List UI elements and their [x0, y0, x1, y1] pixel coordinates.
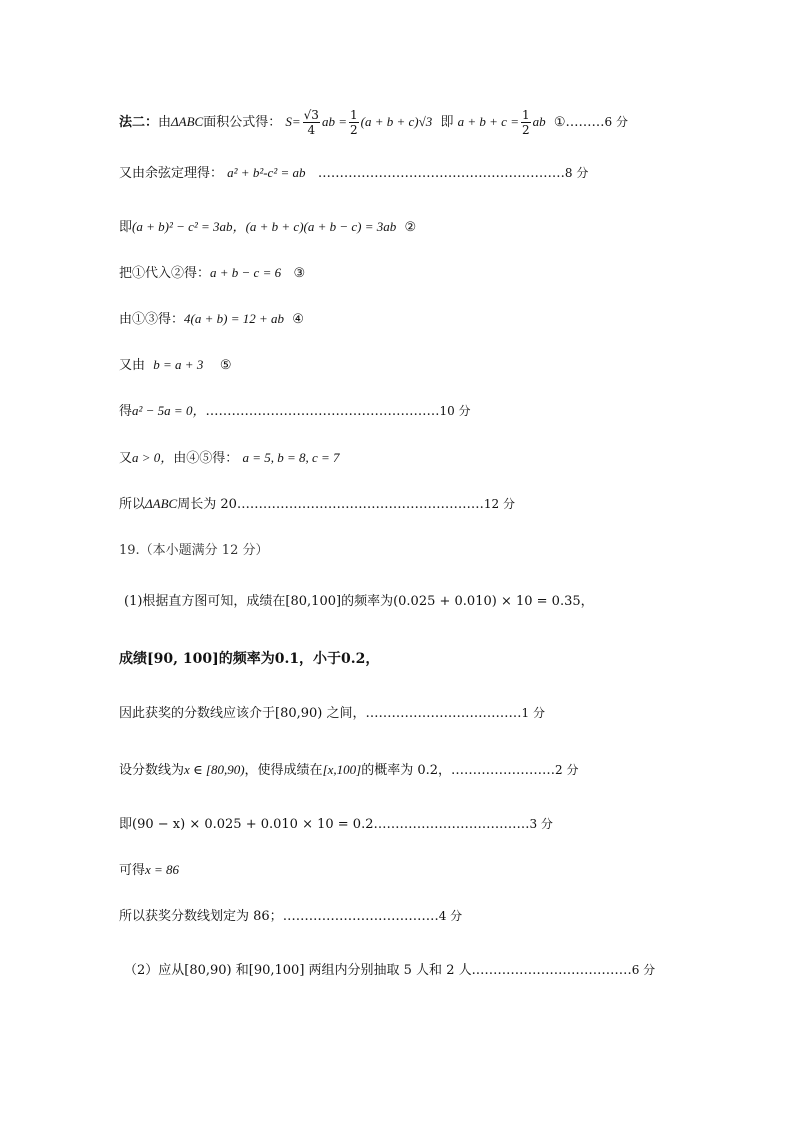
line-combine	[119, 309, 304, 330]
score: 2 分	[555, 763, 579, 777]
line-expand	[119, 217, 416, 238]
text: ，	[580, 594, 594, 609]
text: 周长为 20	[177, 497, 237, 512]
formula: a² + b²-c² = ab	[227, 165, 306, 180]
line-result	[119, 860, 179, 881]
formula-perimeter: a + b + c =	[457, 114, 519, 129]
formula: (a + b + c)(a + b − c) = 3ab	[245, 219, 397, 234]
circled-number: ④	[292, 312, 304, 327]
line-set-threshold	[119, 760, 578, 781]
formula: 4(a + b) = 12 + ab	[184, 311, 284, 326]
text: 由④⑤得：	[173, 451, 239, 466]
text: 19.（本小题满分 12 分）	[119, 543, 269, 558]
text: 因此获奖的分数线应该介于[80,90) 之间，	[119, 706, 366, 721]
line-perimeter	[119, 494, 515, 515]
fraction-half: $\frac{1}{2}$	[349, 108, 358, 137]
score: 3 分	[529, 817, 553, 831]
text: 所以获奖分数线划定为 86；	[119, 909, 283, 924]
formula: b = a + 3	[153, 357, 204, 372]
text: 又	[119, 451, 133, 466]
circled-number: ①	[553, 115, 566, 130]
interval: [80,100]	[285, 594, 342, 609]
score: 10 分	[439, 404, 471, 418]
line-given	[119, 355, 232, 376]
formula: x ∈ [80,90)	[184, 762, 245, 777]
leader-dots: ………………………………	[282, 909, 439, 924]
text: 的概率为 0.2，	[361, 763, 452, 778]
text: （2）应从[80,90) 和[90,100] 两组内分别抽取 5 人和 2 人.	[124, 963, 476, 978]
text: 由①③得：	[119, 312, 185, 327]
score: 6 分	[631, 963, 656, 977]
leader-dots: ………	[565, 115, 605, 130]
line-frequency-90-100	[119, 649, 379, 669]
fraction-sqrt3-4: $\frac{√3}{4}$	[303, 108, 319, 137]
formula: [x,100]	[322, 762, 362, 777]
line-part-two	[124, 960, 655, 981]
leader-dots: ………………………………	[475, 963, 632, 978]
formula: (a + b)² − c² = 3ab，	[132, 219, 246, 234]
circled-number: ③	[293, 266, 306, 281]
line-quadratic	[119, 401, 471, 422]
circled-number: ⑤	[219, 358, 232, 373]
text: ，使得成绩在	[244, 763, 323, 778]
line-cosine-rule	[119, 163, 588, 184]
formula: a > 0，	[132, 450, 174, 465]
question-19-heading	[119, 541, 268, 561]
triangle-abc: ΔABC	[145, 496, 178, 511]
text: 即	[119, 817, 133, 832]
leader-dots: ………………………………………………	[205, 404, 440, 419]
leader-dots: ………………………………	[365, 706, 522, 721]
leader-dots: ………………………………	[373, 817, 530, 832]
line-substitute	[119, 263, 305, 284]
triangle-abc: ΔABC	[171, 114, 204, 129]
score: 8 分	[564, 166, 589, 180]
circled-number: ②	[404, 220, 417, 235]
formula: (0.025 + 0.010) × 10 = 0.35	[393, 594, 581, 609]
text: 成绩[90, 100]的频率为0.1，小于0.2，	[119, 651, 380, 667]
score: 6 分	[604, 115, 628, 129]
formula-ab: ab =	[321, 114, 347, 129]
text: 即	[119, 220, 133, 235]
line-threshold-range	[119, 703, 545, 724]
score: 12 分	[483, 497, 515, 511]
text: 的频率为	[341, 594, 394, 609]
formula: (90 − x) × 0.025 + 0.010 × 10 = 0.2	[132, 817, 374, 832]
formula: x = 86	[145, 862, 180, 877]
text: 所以	[119, 497, 146, 512]
line-equation	[119, 814, 553, 835]
text: 又由余弦定理得：	[119, 166, 224, 181]
text: 设分数线为	[119, 763, 185, 778]
text: 面积公式得：	[203, 115, 282, 130]
formula-s: S=	[285, 114, 301, 129]
formula-sum: (a + b + c)√3	[360, 114, 433, 129]
text: 由	[158, 115, 172, 130]
formula: a = 5, b = 8, c = 7	[242, 450, 340, 465]
method-label: 法二：	[119, 115, 159, 130]
score: 1 分	[521, 706, 545, 720]
line-solution	[119, 448, 340, 469]
leader-dots: ……………………	[451, 763, 556, 778]
text: 把①代入②得：	[119, 266, 211, 281]
text: 即	[440, 115, 454, 130]
fraction-half: $\frac{1}{2}$	[521, 108, 530, 137]
text: 得	[119, 404, 133, 419]
line-conclusion	[119, 906, 462, 927]
leader-dots: …………………………………………………	[317, 166, 565, 181]
line-frequency	[124, 592, 594, 612]
text: 可得	[119, 863, 146, 878]
formula-ab: ab	[532, 114, 546, 129]
formula: a² − 5a = 0，	[132, 403, 206, 418]
text: 又由	[119, 358, 146, 373]
line-method-two	[119, 108, 628, 137]
text: (1)根据直方图可知，成绩在	[124, 594, 286, 609]
formula: a + b − c = 6	[210, 265, 282, 280]
score: 4 分	[438, 909, 463, 923]
leader-dots: …………………………………………………	[236, 497, 484, 512]
